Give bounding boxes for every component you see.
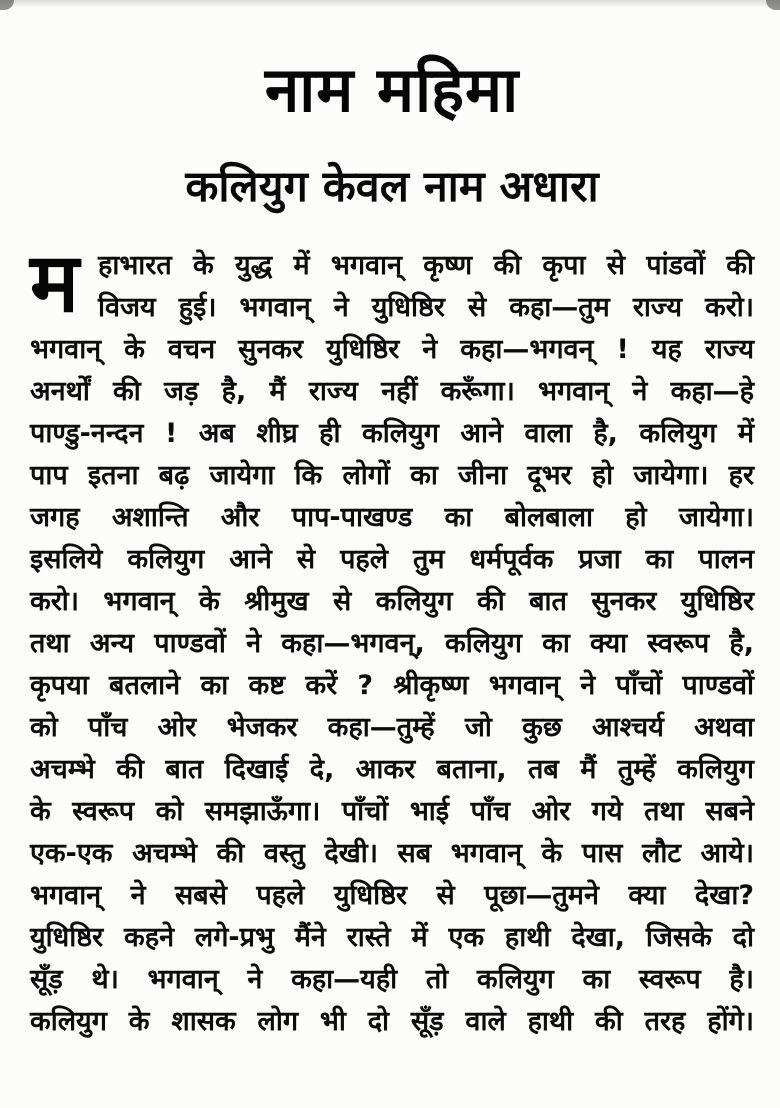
text-line: करो। भगवान् के श्रीमुख से कलियुग की बात सुनकर युधिष्ठिर [30,586,754,618]
drop-cap: म [30,236,80,332]
text-line: पाण्डु-नन्दन ! अब शीघ्र ही कलियुग आने वाला है, कलियुग में [30,418,754,450]
text-line: अचम्भे की बात दिखाई दे, आकर बताना, तब मैं तुम्हें कलियुग [30,754,754,786]
text-line: भगवान् ने सबसे पहले युधिष्ठिर से पूछा—तुमने क्या देखा? [30,880,754,912]
text-line: कलियुग के शासक लोग भी दो सूँड़ वाले हाथी की तरह होंगे। [30,1006,754,1038]
text-line: के स्वरूप को समझाऊँगा। पाँचों भाई पाँच ओर गये तथा सबने [30,796,754,828]
text-line: अनर्थों की जड़ है, मैं राज्य नहीं करूँगा। भगवान् ने कहा—हे [30,376,754,408]
text-line: को पाँच ओर भेजकर कहा—तुम्हें जो कुछ आश्चर्य अथवा [30,712,754,744]
text-line: भगवान् के वचन सुनकर युधिष्ठिर ने कहा—भगवन् ! यह राज्य [30,334,754,366]
text-line: विजय हुई। भगवान् ने युधिष्ठिर से कहा—तुम राज्य करो। [98,292,754,324]
chapter-subtitle: कलियुग केवल नाम अधारा [185,162,599,213]
text-line: युधिष्ठिर कहने लगे-प्रभु मैंने रास्ते में एक हाथी देखा, जिसके दो [30,922,754,954]
page-title: नाम महिमा [264,53,520,126]
text-line: हाभारत के युद्ध में भगवान् कृष्ण की कृपा से पांडवों की [98,250,754,282]
scan-edge-shadow [0,0,780,8]
text-line: एक-एक अचम्भे की वस्तु देखी। सब भगवान् के पास लौट आये। [30,838,754,870]
text-line: जगह अशान्ति और पाप-पाखण्ड का बोलबाला हो जायेगा। [30,502,754,534]
text-line: पाप इतना बढ़ जायेगा कि लोगों का जीना दूभर हो जायेगा। हर [30,460,754,492]
text-line: इसलिये कलियुग आने से पहले तुम धर्मपूर्वक प्रजा का पालन [30,544,754,576]
text-line: तथा अन्य पाण्डवों ने कहा—भगवन्, कलियुग का क्या स्वरूप है, [30,628,754,660]
body-paragraph [30,236,754,1043]
text-line: कृपया बतलाने का कष्ट करें ? श्रीकृष्ण भगवान् ने पाँचों पाण्डवों [30,670,754,702]
text-line: सूँड़ थे। भगवान् ने कहा—यही तो कलियुग का स्वरूप है। [30,964,754,996]
